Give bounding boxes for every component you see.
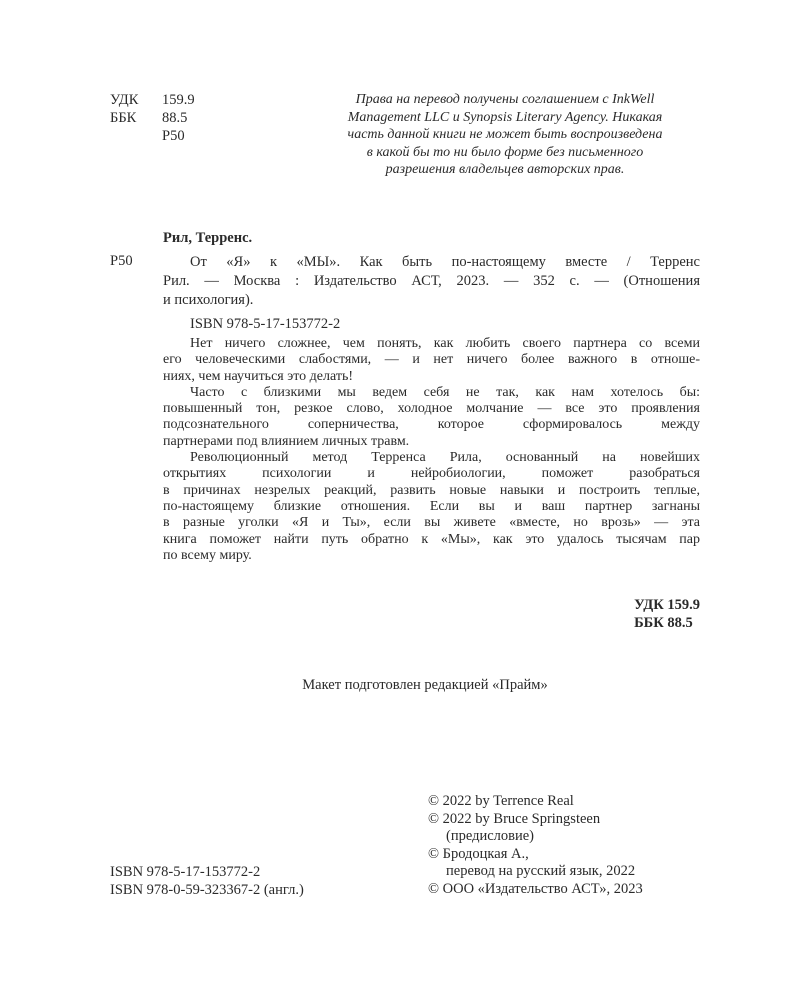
annotation-line: подсознательного соперничества, которое сформировалось между bbox=[163, 417, 700, 433]
annotation-line: по всему миру. bbox=[163, 547, 252, 563]
annotation-line: Нет ничего сложнее, чем понять, как любить своего партнера со всеми bbox=[190, 336, 700, 351]
copyright-line: © Бродоцкая А., bbox=[428, 845, 529, 862]
author-mark: Р50 bbox=[110, 253, 133, 269]
copyright-line: © 2022 by Bruce Springsteen bbox=[428, 810, 601, 827]
annotation-line: партнерами под влиянием личных травм. bbox=[163, 433, 410, 449]
udk-bbk-summary bbox=[634, 596, 700, 632]
author-heading: Рил, Терренс. bbox=[163, 230, 253, 246]
annotation-line: открытиях психологии и нейробиологии, поможет разобраться bbox=[163, 466, 700, 482]
isbn-item: ISBN 978-0-59-323367-2 (англ.) bbox=[110, 881, 304, 898]
code-value: Р50 bbox=[162, 128, 185, 144]
copyright-line: © ООО «Издательство АСТ», 2023 bbox=[428, 880, 643, 897]
udk-code: УДК 159.9 bbox=[634, 597, 700, 613]
classification-codes bbox=[110, 91, 195, 145]
layout-credit: Макет подготовлен редакцией «Прайм» bbox=[302, 677, 548, 693]
annotation-line: Революционный метод Терренса Рила, основанный на новейших bbox=[190, 450, 700, 466]
copyright-block bbox=[428, 793, 643, 898]
bibliographic-record bbox=[163, 253, 700, 310]
annotation-line: повышенный тон, резкое слово, холодное молчание — все это проявления bbox=[163, 401, 700, 417]
copyright-line: перевод на русский язык, 2022 bbox=[446, 863, 636, 879]
isbn-item: ISBN 978-5-17-153772-2 bbox=[110, 864, 261, 880]
annotation-line: книга поможет найти путь обратно к «Мы», как это удалось тысячам пар bbox=[163, 531, 700, 547]
annotation-line: его человеческими слабостями, — и нет ничего более важного в отноше- bbox=[163, 352, 700, 368]
rights-line: в какой бы то ни было форме без письменного bbox=[366, 144, 644, 160]
bbk-code: ББК 88.5 bbox=[634, 615, 693, 631]
annotation-line: Часто с близкими мы ведем себя не так, как нам хотелось бы: bbox=[190, 384, 700, 400]
annotation-line: ниях, чем научиться это делать! bbox=[163, 368, 354, 384]
code-key: ББК bbox=[110, 110, 137, 126]
isbn-main: ISBN 978-5-17-153772-2 bbox=[190, 316, 341, 332]
annotation-line: по-настоящему близкие отношения. Если вы и ваш партнер загнаны bbox=[163, 498, 700, 514]
annotation-line: в разные уголки «Я и Ты», если вы живете «вместе, но врозь» — эта bbox=[163, 515, 700, 531]
copyright-line: © 2022 by Terrence Real bbox=[428, 793, 574, 809]
bib-line: и психология). bbox=[163, 292, 254, 308]
annotation bbox=[163, 336, 700, 564]
rights-line: Права на перевод получены соглашением с InkWell bbox=[355, 92, 655, 107]
code-key: УДК bbox=[110, 92, 139, 108]
bib-line: Рил. — Москва : Издательство АСТ, 2023. — 352 с. — (Отношения bbox=[163, 273, 700, 289]
rights-line: часть данной книги не может быть воспроизведена bbox=[347, 127, 663, 142]
code-value: 88.5 bbox=[162, 110, 188, 126]
rights-line: Management LLC и Synopsis Literary Agency. Никакая bbox=[347, 109, 663, 125]
rights-notice bbox=[310, 91, 700, 179]
isbn-list bbox=[110, 864, 304, 899]
rights-line: разрешения владельцев авторских прав. bbox=[385, 162, 625, 177]
copyright-line: (предисловие) bbox=[446, 828, 535, 844]
code-key bbox=[110, 127, 162, 145]
annotation-line: в причинах незрелых реакций, развить новые навыки и построить теплые, bbox=[163, 482, 700, 498]
bib-line: От «Я» к «МЫ». Как быть по-настоящему вместе / Терренс bbox=[190, 254, 700, 270]
code-value: 159.9 bbox=[162, 92, 195, 108]
